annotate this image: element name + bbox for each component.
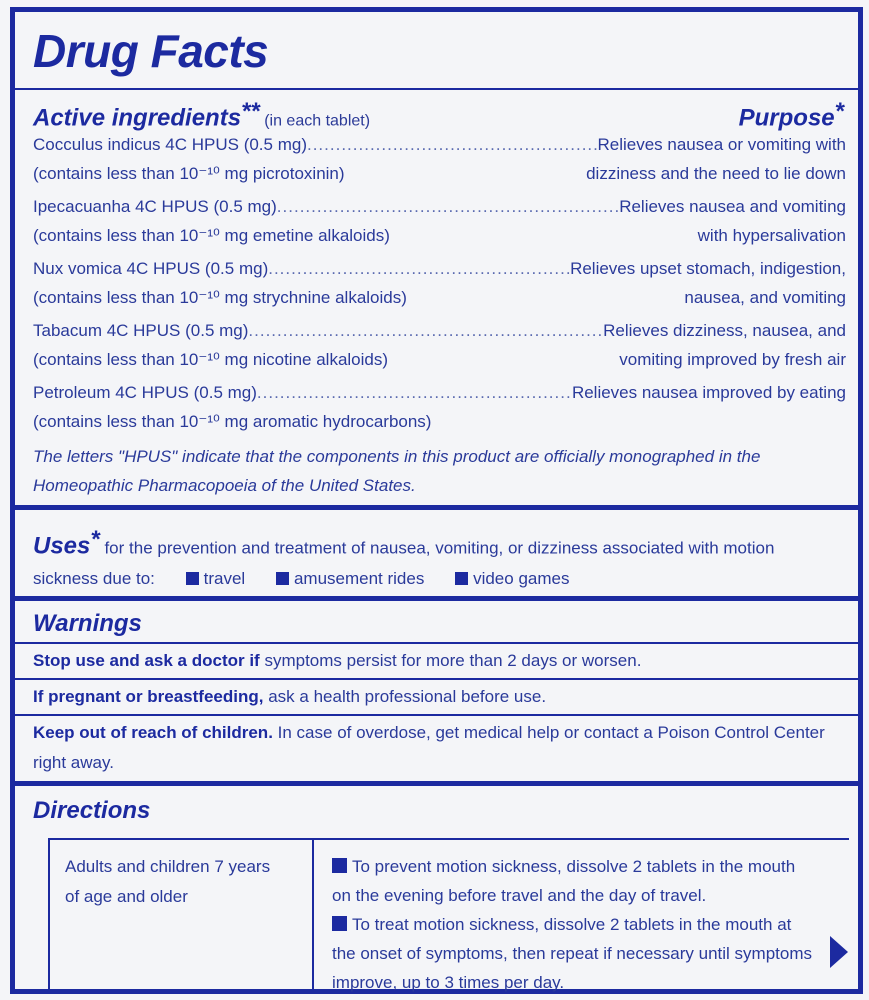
uses-option: amusement rides (276, 569, 424, 588)
section-divider (15, 781, 858, 786)
ingredient-name: Nux vomica 4C HPUS (0.5 mg) (33, 259, 269, 278)
directions-steps (332, 852, 812, 997)
ingredient-item (33, 130, 846, 192)
active-ingredients-heading: Active ingredients (33, 104, 242, 132)
directions-step: To prevent motion sickness, dissolve 2 tablets in the mouth on the evening before travel and the day of travel. (332, 857, 796, 905)
directions-age-group: Adults and children 7 years of age and older (65, 857, 271, 906)
warning-pregnant: If pregnant or breastfeeding, ask a health professional before use. (33, 687, 547, 706)
purpose-heading-mark: * (834, 98, 844, 125)
purpose-heading: Purpose (738, 104, 835, 132)
square-bullet-icon (186, 572, 199, 585)
uses-text: for the prevention and treatment of nausea, vomiting, or dizziness associated with motion sickness due to: (33, 538, 775, 588)
ingredient-purpose-cont: vomiting improved by fresh air (619, 350, 846, 369)
ingredient-list (33, 130, 846, 440)
ingredient-name: Tabacum 4C HPUS (0.5 mg) (33, 321, 249, 340)
directions-table (48, 838, 849, 992)
ingredient-name: Ipecacuanha 4C HPUS (0.5 mg) (33, 197, 277, 216)
section-divider (15, 596, 858, 601)
warning-children: Keep out of reach of children. In case of overdose, get medical help or contact a Poison Control Center right away. (33, 723, 825, 772)
ingredient-purpose-cont: nausea, and vomiting (684, 288, 846, 307)
ingredient-item (33, 316, 846, 378)
square-bullet-icon (455, 572, 468, 585)
directions-step: To treat motion sickness, dissolve 2 tablets in the mouth at the onset of symptoms, then repeat if necessary until symptoms improve, up to 3 times per day. (332, 915, 812, 992)
ingredient-note: (contains less than 10⁻¹⁰ mg picrotoxinin) (33, 164, 345, 183)
title-divider (15, 88, 858, 90)
next-arrow-icon[interactable] (830, 936, 848, 968)
square-bullet-icon (332, 858, 347, 873)
ingredient-purpose-cont: with hypersalivation (697, 226, 846, 245)
ingredient-name: Cocculus indicus 4C HPUS (0.5 mg) (33, 135, 307, 154)
warning-stop-use: Stop use and ask a doctor if symptoms persist for more than 2 days or worsen. (33, 651, 642, 670)
uses-heading: Uses (33, 532, 91, 560)
section-divider (15, 505, 858, 510)
drug-facts-panel (10, 7, 863, 994)
page-title: Drug Facts (33, 25, 269, 77)
square-bullet-icon (332, 916, 347, 931)
ingredient-note: (contains less than 10⁻¹⁰ mg emetine alkaloids) (33, 226, 390, 245)
warnings-heading: Warnings (33, 610, 142, 637)
directions-heading: Directions (33, 797, 151, 824)
active-heading-note: (in each tablet) (264, 112, 371, 130)
active-ingredients-header (33, 98, 844, 130)
ingredient-purpose: Relieves upset stomach, indigestion, (570, 259, 846, 278)
uses-option: video games (455, 569, 569, 588)
ingredient-note: (contains less than 10⁻¹⁰ mg aromatic hydrocarbons) (33, 412, 432, 431)
ingredient-purpose: Relieves nausea or vomiting with (597, 135, 846, 154)
ingredient-note: (contains less than 10⁻¹⁰ mg nicotine alkaloids) (33, 350, 389, 369)
ingredient-item (33, 192, 846, 254)
hpus-note: The letters "HPUS" indicate that the components in this product are officially monographed in the Homeopathic Pharmacopoeia of the United States. (33, 447, 761, 495)
uses-mark: * (90, 526, 100, 553)
ingredient-purpose-cont: dizziness and the need to lie down (586, 164, 846, 183)
square-bullet-icon (276, 572, 289, 585)
ingredient-purpose: Relieves dizziness, nausea, and (603, 321, 846, 340)
ingredient-item (33, 254, 846, 316)
ingredient-name: Petroleum 4C HPUS (0.5 mg) (33, 383, 257, 402)
active-heading-group (33, 98, 370, 132)
uses-option: travel (186, 569, 246, 588)
uses-section (33, 525, 818, 594)
ingredient-purpose: Relieves nausea improved by eating (571, 383, 846, 402)
ingredient-note: (contains less than 10⁻¹⁰ mg strychnine alkaloids) (33, 288, 407, 307)
active-heading-mark: ** (241, 98, 260, 125)
purpose-heading-group (739, 98, 844, 132)
ingredient-item (33, 378, 846, 440)
ingredient-purpose: Relieves nausea and vomiting (619, 197, 846, 216)
